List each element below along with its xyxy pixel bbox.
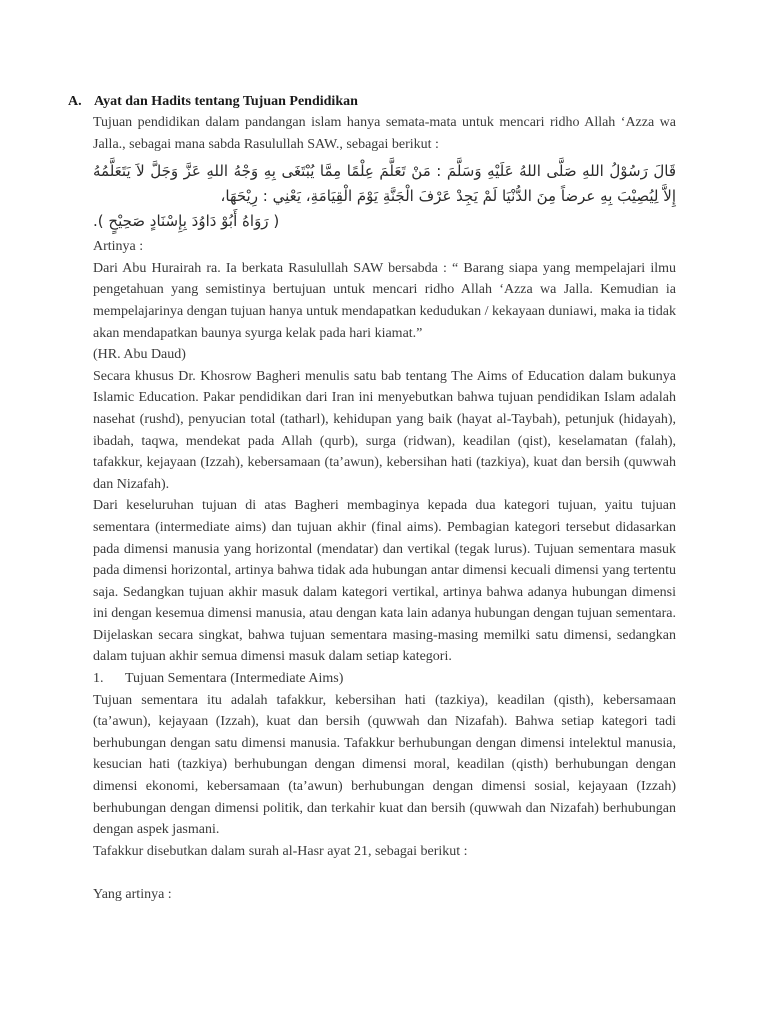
blank-line (93, 862, 676, 884)
tafakkur-paragraph: Tafakkur disebutkan dalam surah al-Hasr ayat 21, sebagai berikut : (93, 843, 468, 859)
yang-artinya-label: Yang artinya : (93, 887, 172, 902)
subsection-title: Tujuan Sementara (Intermediate Aims) (125, 671, 344, 687)
artinya-label: Artinya : (93, 239, 144, 255)
arabic-hadith-text: قَالَ رَسُوْلُ اللهِ صَلَّى اللهُ عَلَيْهِ وَسَلَّمَ : مَنْ تَعَلَّمَ عِلْمًا مِمَّا يُبْتَغَى بِهِ وَجْهُ اللهِ عَزَّ وَجَلَّ لاَ يَتَعَلَّمُهُ إِلاَّ لِيُصِيْبَ بِهِ عرضاً مِنَ الدُّنْيَا لَمْ يَجِدْ عَرْفَ الْجَنَّةِ يَوْمَ الْقِيَامَةِ، يَعْنِي : رِيْحَهَا، (93, 162, 676, 206)
intermediate-aims-paragraph: Tujuan sementara itu adalah tafakkur, kebersihan hati (tazkiya), keadilan (qisth), kebersamaan (ta’awun), kejayaan (Izzah), kuat dan bersih (quwwah dan Nizafah). Bahwa setiap kategori tadi berhubungan dengan satu dimensi manusia. Tafakkur berhubungan dengan dimensi intelektul manusia, kesucian hati (tazkiya) berhubungan dengan dimensi moral, keadilan (qisth) berhubungan dengan dimensi ekonomi, kebersamaan (ta’awun) berhubungan dengan dimensi sosial, kejayaan (Izzah) berhubungan dengan dimensi politik, dan terkahir kuat dan bersih (quwwah dan Nizafah) berhubungan dengan aspek jasmani. (93, 692, 676, 838)
section-title: Ayat dan Hadits tentang Tujuan Pendidikan (94, 94, 358, 109)
section-heading (68, 94, 358, 110)
hadith-translation: Dari Abu Hurairah ra. Ia berkata Rasulullah SAW bersabda : “ Barang siapa yang mempelajari ilmu pengetahuan yang semistinya bertujuan untuk mencari ridho Allah ‘Azza wa Jalla. Kemudian ia mempelajarinya dengan tujuan hanya untuk mendapatkan kedudukan / kekayaan duniawi, maka ia tidak akan mendapatkan baunya syurga kelak pada hari kiamat.” (93, 260, 676, 341)
intro-paragraph: Tujuan pendidikan dalam pandangan islam hanya semata-mata untuk mencari ridho Allah ‘Azza wa Jalla., sebagai mana sabda Rasulullah SAW., sebagai berikut : (93, 115, 676, 152)
subsection-number: 1. (93, 671, 104, 687)
categories-paragraph: Dari keseluruhan tujuan di atas Bagheri membaginya kepada dua kategori tujuan, yaitu tujuan sementara (intermediate aims) dan tujuan akhir (final aims). Pembagian kategori tersebut didasarkan pada dimensi manusia yang horizontal (mendatar) dan vertikal (tegak lurus). Tujuan sementara masuk pada dimensi horizontal, artinya bahwa tidak ada hubungan antar dimensi kecuali dimensi yang tertentu saja. Sedangkan tujuan akhir masuk dalam kategori vertikal, artinya bahwa adanya hubungan dimensi ini dengan kesemua dimensi manusia, atau dengan kata lain adanya hubungan dengan tujuan sementara. Dijelaskan secara singkat, bahwa tujuan sementara masing-masing memilki satu dimensi, sedangkan dalam tujuan akhir semua dimensi masuk dalam setiap kategori. (93, 498, 676, 665)
hadith-source: (HR. Abu Daud) (93, 347, 186, 363)
section-number: A. (68, 94, 82, 109)
arabic-hadith-citation: ( رَوَاهُ أَبُوْ دَاوُدَ بِإِسْنَادٍ صَحِيْحٍ ). (93, 212, 280, 231)
bagheri-paragraph: Secara khusus Dr. Khosrow Bagheri menulis satu bab tentang The Aims of Education dalam bukunya Islamic Education. Pakar pendidikan dari Iran ini menyebutkan bahwa tujuan pendidikan Islam adalah nasehat (rushd), penyucian total (tatharl), kehidupan yang baik (hayat al-Taybah), petunjuk (hidayah), ibadah, taqwa, mendekat pada Allah (qurb), surga (ridwan), keadilan (qist), keselamatan (falah), tafakkur, kejayaan (Izzah), kebersamaan (ta’awun), kebersihan hati (tazkiya), kuat dan bersih (quwwah dan Nizafah). (93, 368, 676, 492)
subsection-heading (93, 668, 676, 690)
document-body (93, 112, 676, 906)
arabic-hadith (93, 159, 676, 234)
